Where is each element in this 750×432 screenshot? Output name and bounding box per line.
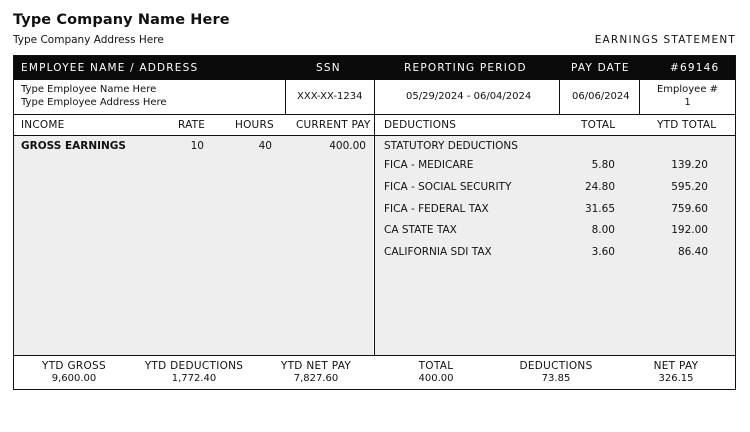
- deduction-total: 3.60: [591, 246, 615, 258]
- employee-name-address-header: EMPLOYEE NAME / ADDRESS: [21, 62, 199, 74]
- rate-header: RATE: [178, 119, 206, 131]
- ytd-gross: [24, 360, 124, 385]
- ytd-deductions-value: 1,772.40: [171, 373, 217, 384]
- reporting-period-value: 05/29/2024 - 06/04/2024: [406, 91, 532, 102]
- statement-title: EARNINGS STATEMENT: [594, 34, 736, 46]
- deduction-ytd: 86.40: [677, 246, 708, 258]
- net-pay: [636, 360, 716, 385]
- income-header: INCOME: [21, 119, 65, 131]
- earnings-stub: [13, 55, 736, 390]
- ytd-gross-label: YTD GROSS: [42, 360, 106, 372]
- current-pay-header: CURRENT PAY: [296, 119, 371, 131]
- hours-header: HOURS: [235, 119, 274, 131]
- ytd-net-pay-value: 7,827.60: [293, 373, 339, 384]
- deduction-total: 24.80: [584, 181, 615, 193]
- income-row-label: GROSS EARNINGS: [21, 140, 126, 152]
- employee-address: Type Employee Address Here: [21, 97, 167, 108]
- deductions-summary-value: 73.85: [541, 373, 571, 384]
- deductions-section: [375, 136, 735, 355]
- summary-footer: [14, 355, 735, 389]
- total-value: 400.00: [418, 373, 454, 384]
- reporting-period-header: REPORTING PERIOD: [404, 62, 527, 74]
- deduction-total: 31.65: [584, 203, 615, 215]
- total-header: TOTAL: [581, 119, 616, 131]
- total-label: TOTAL: [418, 360, 454, 372]
- deduction-label: CALIFORNIA SDI TAX: [384, 246, 492, 258]
- ytd-deductions-label: YTD DEDUCTIONS: [144, 360, 244, 372]
- deduction-ytd: 595.20: [671, 181, 708, 193]
- income-row-current-pay: 400.00: [329, 140, 366, 152]
- deduction-total: 5.80: [591, 159, 615, 171]
- net-pay-label: NET PAY: [653, 360, 699, 372]
- pay-date-value: 06/06/2024: [572, 91, 630, 102]
- ytd-net-pay: [266, 360, 366, 385]
- deductions-summary-label: DEDUCTIONS: [519, 360, 593, 372]
- deduction-label: FICA - MEDICARE: [384, 159, 474, 171]
- check-number: #69146: [670, 62, 720, 74]
- company-address: Type Company Address Here: [13, 34, 164, 46]
- ytd-deductions: [134, 360, 254, 385]
- deductions-summary: [506, 360, 606, 385]
- net-pay-value: 326.15: [658, 373, 694, 384]
- deduction-ytd: 759.60: [671, 203, 708, 215]
- deduction-label: CA STATE TAX: [384, 224, 457, 236]
- ssn-value: XXX-XX-1234: [297, 91, 363, 102]
- employee-name: Type Employee Name Here: [21, 84, 157, 95]
- employee-number-label: Employee #: [656, 84, 719, 95]
- statutory-deductions-heading: STATUTORY DEDUCTIONS: [384, 140, 518, 152]
- company-name: Type Company Name Here: [13, 12, 230, 28]
- income-row-rate: 10: [190, 140, 204, 152]
- deduction-ytd: 139.20: [671, 159, 708, 171]
- total-summary: [396, 360, 476, 385]
- ytd-gross-value: 9,600.00: [51, 373, 97, 384]
- deduction-label: FICA - FEDERAL TAX: [384, 203, 489, 215]
- income-section: [14, 136, 373, 355]
- ytd-total-header: YTD TOTAL: [657, 119, 717, 131]
- deductions-header: DEDUCTIONS: [384, 119, 457, 131]
- ssn-header: SSN: [316, 62, 341, 74]
- ytd-net-pay-label: YTD NET PAY: [280, 360, 352, 372]
- deduction-label: FICA - SOCIAL SECURITY: [384, 181, 512, 193]
- pay-date-header: PAY DATE: [571, 62, 630, 74]
- employee-info-row: [14, 80, 735, 115]
- deduction-total: 8.00: [591, 224, 615, 236]
- deduction-ytd: 192.00: [671, 224, 708, 236]
- income-row-hours: 40: [258, 140, 272, 152]
- header-bar: [14, 56, 735, 80]
- employee-number-value: 1: [684, 97, 691, 108]
